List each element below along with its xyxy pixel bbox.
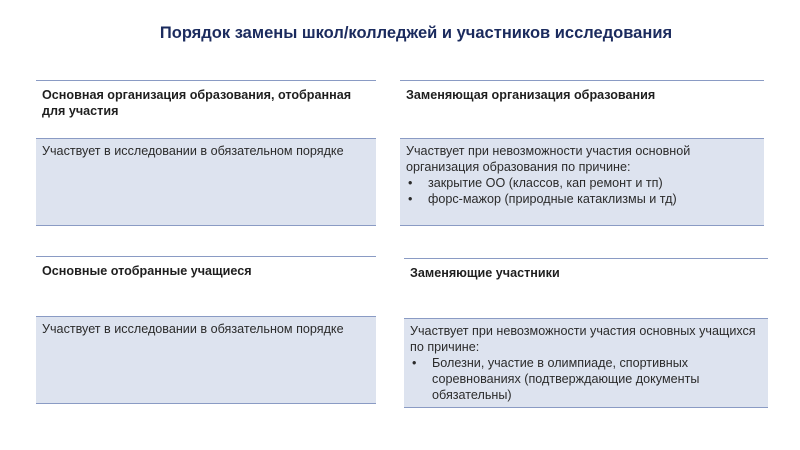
main-org-header [36, 80, 376, 138]
replacement-students-header-text: Заменяющие участники [410, 266, 560, 280]
reason-item: • закрытие ОО (классов, кап ремонт и тп) [406, 175, 758, 191]
replacement-students-header [404, 258, 768, 318]
replacement-org-body-text: Участвует при невозможности участия основной организация образования по причине: [406, 144, 691, 174]
main-students-body [36, 316, 376, 404]
replacement-org-header-text: Заменяющая организация образования [406, 88, 656, 102]
main-org-header-text: Основная организация образования, отобранная для участия [42, 88, 352, 118]
reason-item: • Болезни, участие в олимпиаде, спортивных соревнованиях (подтверждающие документы обязательны) [410, 355, 762, 403]
replacement-org-reasons [406, 175, 758, 207]
replacement-students-body [404, 318, 768, 408]
page-title: Порядок замены школ/колледжей и участников исследования [159, 24, 673, 42]
main-students-header [36, 256, 376, 316]
reason-item: • форс-мажор (природные катаклизмы и тд) [406, 191, 758, 207]
replacement-org-header [400, 80, 764, 138]
main-students-header-text: Основные отобранные учащиеся [42, 264, 252, 278]
replacement-org-body [400, 138, 764, 226]
main-org-body [36, 138, 376, 226]
replacement-students-body-text: Участвует при невозможности участия основных учащихся по причине: [410, 324, 756, 354]
main-students-body-text: Участвует в исследовании в обязательном порядке [42, 322, 344, 336]
replacement-students-reasons [410, 355, 762, 403]
main-org-body-text: Участвует в исследовании в обязательном порядке [42, 144, 344, 158]
